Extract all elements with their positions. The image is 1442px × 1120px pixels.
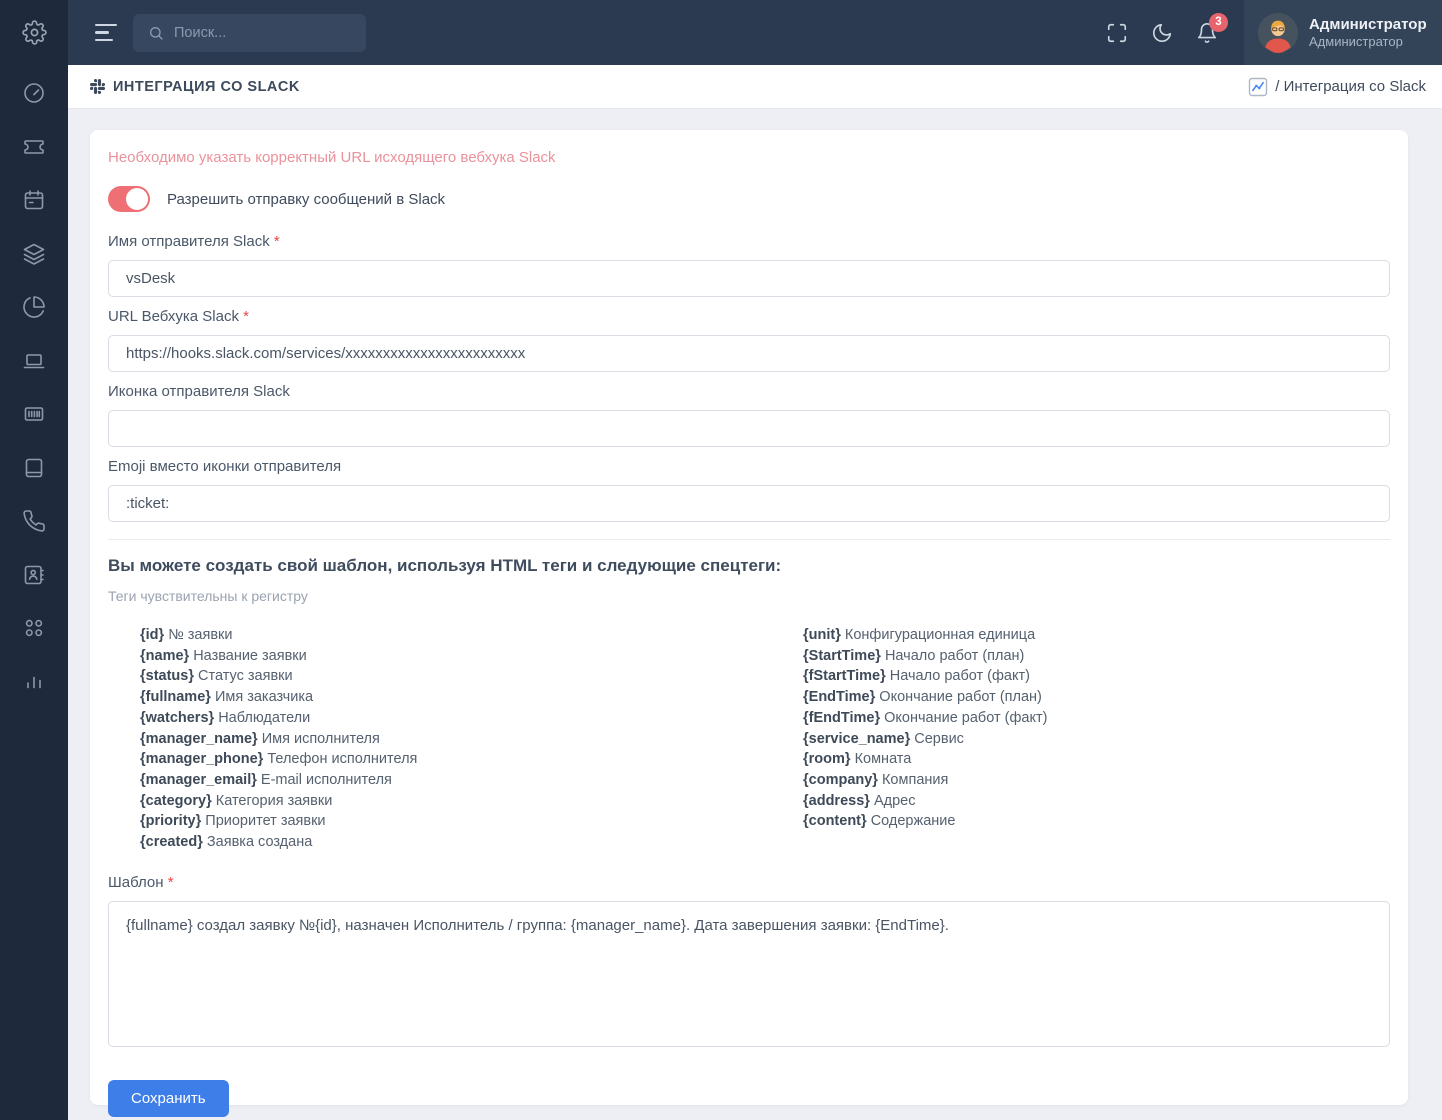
calendar-icon[interactable] xyxy=(22,188,46,212)
breadcrumb-text: / Интеграция со Slack xyxy=(1275,78,1426,95)
field-sender-icon xyxy=(108,383,1390,447)
tag-item xyxy=(803,666,1047,687)
tag-code: {unit} xyxy=(803,627,841,643)
tag-item xyxy=(140,687,771,708)
tag-desc: Начало работ (план) xyxy=(884,647,1025,664)
gear-icon[interactable] xyxy=(22,20,47,45)
gauge-icon[interactable] xyxy=(22,81,46,105)
tag-desc: Приоритет заявки xyxy=(205,813,326,830)
notification-badge: 3 xyxy=(1209,13,1228,32)
template-textarea[interactable] xyxy=(108,901,1390,1047)
fullscreen-icon[interactable] xyxy=(1106,22,1128,44)
emoji-label: Emoji вместо иконки отправителя xyxy=(108,458,342,475)
user-info xyxy=(1309,15,1427,50)
field-emoji xyxy=(108,458,1390,522)
search-input[interactable] xyxy=(174,25,361,41)
layers-icon[interactable] xyxy=(22,242,46,266)
sender-icon-input[interactable] xyxy=(108,410,1390,447)
tag-desc: Компания xyxy=(881,771,949,788)
sender-name-label: Имя отправителя Slack * xyxy=(108,233,280,250)
tag-item xyxy=(803,749,1047,770)
tag-desc: Имя исполнителя xyxy=(261,730,380,747)
tag-desc: Окончание работ (факт) xyxy=(884,709,1048,726)
phone-icon[interactable] xyxy=(22,509,46,533)
section-divider xyxy=(108,539,1390,540)
contacts-icon[interactable] xyxy=(22,563,46,587)
save-button[interactable]: Сохранить xyxy=(108,1080,229,1117)
tag-code: {fullname} xyxy=(140,689,211,706)
tag-item xyxy=(140,811,771,832)
tag-item xyxy=(803,708,1047,729)
tag-item xyxy=(803,687,1047,708)
page-title: ИНТЕГРАЦИЯ СО SLACK xyxy=(90,79,300,95)
tag-item xyxy=(140,770,771,791)
sidebar xyxy=(0,0,68,1120)
webhook-url-input[interactable] xyxy=(108,335,1390,372)
tag-item xyxy=(803,646,1047,667)
tag-item xyxy=(803,729,1047,750)
tag-code: {content} xyxy=(803,813,867,830)
allow-slack-toggle[interactable] xyxy=(108,186,150,212)
webhook-warning-text: Необходимо указать корректный URL исходящего вебхука Slack xyxy=(108,149,556,166)
tag-code: {fStartTime} xyxy=(803,668,886,685)
tag-desc: E-mail исполнителя xyxy=(260,771,392,788)
apps-icon[interactable] xyxy=(22,616,46,640)
tag-code: {manager_phone} xyxy=(140,751,264,768)
tag-code: {EndTime} xyxy=(803,689,876,706)
tag-desc: Сервис xyxy=(914,730,964,747)
spec-tags xyxy=(108,625,1390,853)
tag-code: {StartTime} xyxy=(803,647,881,664)
laptop-icon[interactable] xyxy=(22,349,46,373)
tag-code: {fEndTime} xyxy=(803,709,881,726)
user-name: Администратор xyxy=(1309,16,1427,33)
page-header xyxy=(68,65,1442,109)
tag-code: {manager_email} xyxy=(140,771,257,788)
tag-code: {name} xyxy=(140,647,190,664)
sidebar-nav xyxy=(22,81,46,694)
tag-item xyxy=(803,770,1047,791)
pie-chart-icon[interactable] xyxy=(22,295,46,319)
tag-item xyxy=(803,625,1047,646)
tag-code: {room} xyxy=(803,751,851,768)
tag-code: {id} xyxy=(140,627,165,643)
tag-code: {address} xyxy=(803,792,870,809)
search-icon xyxy=(148,25,164,41)
barcode-icon[interactable] xyxy=(22,402,46,426)
tag-item xyxy=(140,625,771,646)
tag-code: {category} xyxy=(140,792,212,809)
spec-tags-column-left xyxy=(108,625,771,853)
ticket-icon[interactable] xyxy=(22,135,46,159)
tag-desc: Имя заказчика xyxy=(214,689,314,706)
template-heading: Вы можете создать свой шаблон, используя HTML теги и следующие спецтеги: xyxy=(108,556,782,575)
notifications-bell-icon[interactable] xyxy=(1196,16,1222,44)
tag-item xyxy=(140,646,771,667)
tag-item xyxy=(140,708,771,729)
tag-item xyxy=(803,791,1047,812)
toggle-label: Разрешить отправку сообщений в Slack xyxy=(167,190,446,208)
template-note: Теги чувствительны к регистру xyxy=(108,588,308,604)
field-sender-name xyxy=(108,233,1390,297)
tag-desc: Начало работ (факт) xyxy=(889,668,1030,685)
tag-desc: № заявки xyxy=(168,627,233,643)
avatar xyxy=(1258,13,1298,53)
tag-item xyxy=(140,729,771,750)
tag-item xyxy=(140,749,771,770)
tag-desc: Содержание xyxy=(870,813,956,830)
tag-code: {priority} xyxy=(140,813,202,830)
user-role: Администратор xyxy=(1309,34,1403,49)
field-webhook-url xyxy=(108,308,1390,372)
tag-desc: Адрес xyxy=(873,792,916,809)
chart-home-icon xyxy=(1248,77,1268,97)
tag-desc: Комната xyxy=(854,751,912,768)
tag-desc: Категория заявки xyxy=(215,792,333,809)
template-label: Шаблон * xyxy=(108,873,174,891)
tag-item xyxy=(803,811,1047,832)
tag-item xyxy=(140,832,771,853)
book-icon[interactable] xyxy=(22,456,46,480)
slack-icon xyxy=(90,79,105,94)
slack-settings-card xyxy=(90,130,1408,1105)
user-menu[interactable] xyxy=(1244,0,1442,65)
bar-chart-icon[interactable] xyxy=(22,670,46,694)
topbar xyxy=(68,0,1442,65)
sender-name-input[interactable] xyxy=(108,260,1390,297)
tag-item xyxy=(140,666,771,687)
tag-desc: Статус заявки xyxy=(198,668,293,685)
tag-desc: Название заявки xyxy=(193,647,307,664)
webhook-url-label: URL Вебхука Slack * xyxy=(108,308,249,325)
dark-mode-moon-icon[interactable] xyxy=(1151,22,1173,44)
tag-code: {created} xyxy=(140,834,203,851)
tag-code: {manager_name} xyxy=(140,730,258,747)
sender-icon-label: Иконка отправителя Slack xyxy=(108,383,290,400)
tag-code: {watchers} xyxy=(140,709,215,726)
breadcrumb[interactable] xyxy=(1248,77,1426,97)
tag-desc: Заявка создана xyxy=(206,834,313,851)
toggle-row xyxy=(108,186,1390,212)
spec-tags-column-right xyxy=(771,625,1047,853)
tag-desc: Наблюдатели xyxy=(218,709,311,726)
tag-item xyxy=(140,791,771,812)
tag-desc: Конфигурационная единица xyxy=(844,627,1036,643)
menu-toggle-icon[interactable] xyxy=(95,24,117,42)
tag-code: {service_name} xyxy=(803,730,911,747)
tag-code: {company} xyxy=(803,771,878,788)
emoji-input[interactable] xyxy=(108,485,1390,522)
tag-desc: Окончание работ (план) xyxy=(879,689,1042,706)
tag-desc: Телефон исполнителя xyxy=(267,751,418,768)
search-box xyxy=(133,14,366,52)
tag-code: {status} xyxy=(140,668,194,685)
